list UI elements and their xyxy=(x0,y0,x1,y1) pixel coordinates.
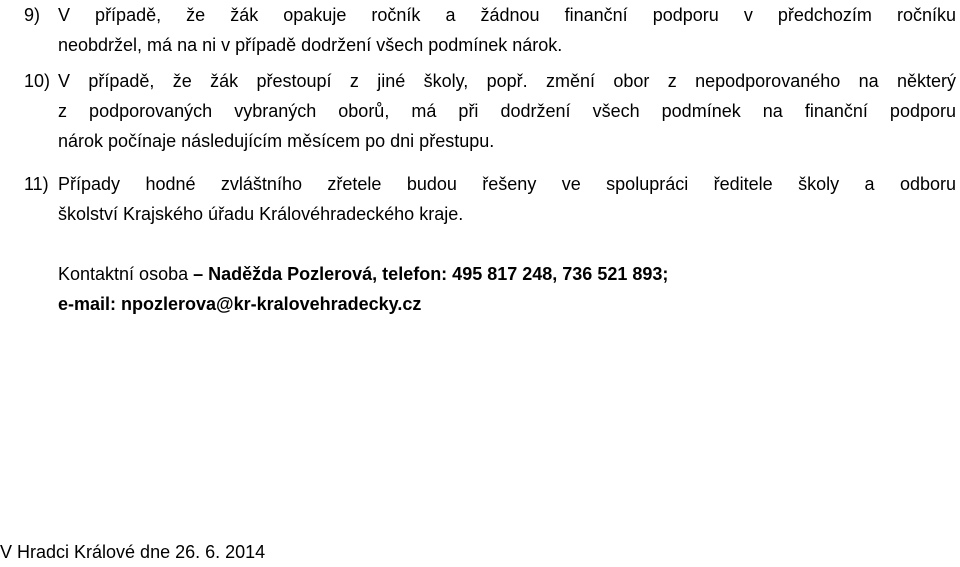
item-text-line: nárok počínaje následujícím měsícem po dni přestupu. xyxy=(58,131,495,151)
item-text-line: školství Krajského úřadu Královéhradeckého kraje. xyxy=(58,204,464,224)
list-item-11 xyxy=(24,169,956,229)
contact-email: e-mail: npozlerova@kr-kralovehradecky.cz xyxy=(58,294,422,314)
item-number: 9) xyxy=(24,5,41,25)
contact-block xyxy=(58,259,956,319)
list-item-9 xyxy=(24,0,956,60)
item-number: 10) xyxy=(24,71,51,91)
item-text xyxy=(58,66,956,156)
item-text-line: z podporovaných vybraných oborů, má při dodržení všech podmínek na finanční podporu xyxy=(58,101,956,121)
contact-name-phone: Naděžda Pozlerová, telefon: 495 817 248, 736 521 893; xyxy=(203,264,669,284)
item-text-line: V případě, že žák opakuje ročník a žádnou finanční podporu v předchozím ročníku xyxy=(58,5,956,25)
item-text-line: V případě, že žák přestoupí z jiné školy, popř. změní obor z nepodporovaného na některý xyxy=(58,71,956,91)
item-text-line: Případy hodné zvláštního zřetele budou řešeny ve spolupráci ředitele školy a odboru xyxy=(58,174,956,194)
list-item-10 xyxy=(24,66,956,156)
item-text-line: neobdržel, má na ni v případě dodržení všech podmínek nárok. xyxy=(58,35,563,55)
item-number: 11) xyxy=(24,174,49,194)
item-text xyxy=(58,0,956,60)
contact-person-line xyxy=(58,259,956,289)
contact-dash: – xyxy=(193,264,204,284)
contact-label: Kontaktní osoba xyxy=(58,264,194,284)
place-date: V Hradci Králové dne 26. 6. 2014 xyxy=(0,542,266,562)
item-text xyxy=(58,169,956,229)
